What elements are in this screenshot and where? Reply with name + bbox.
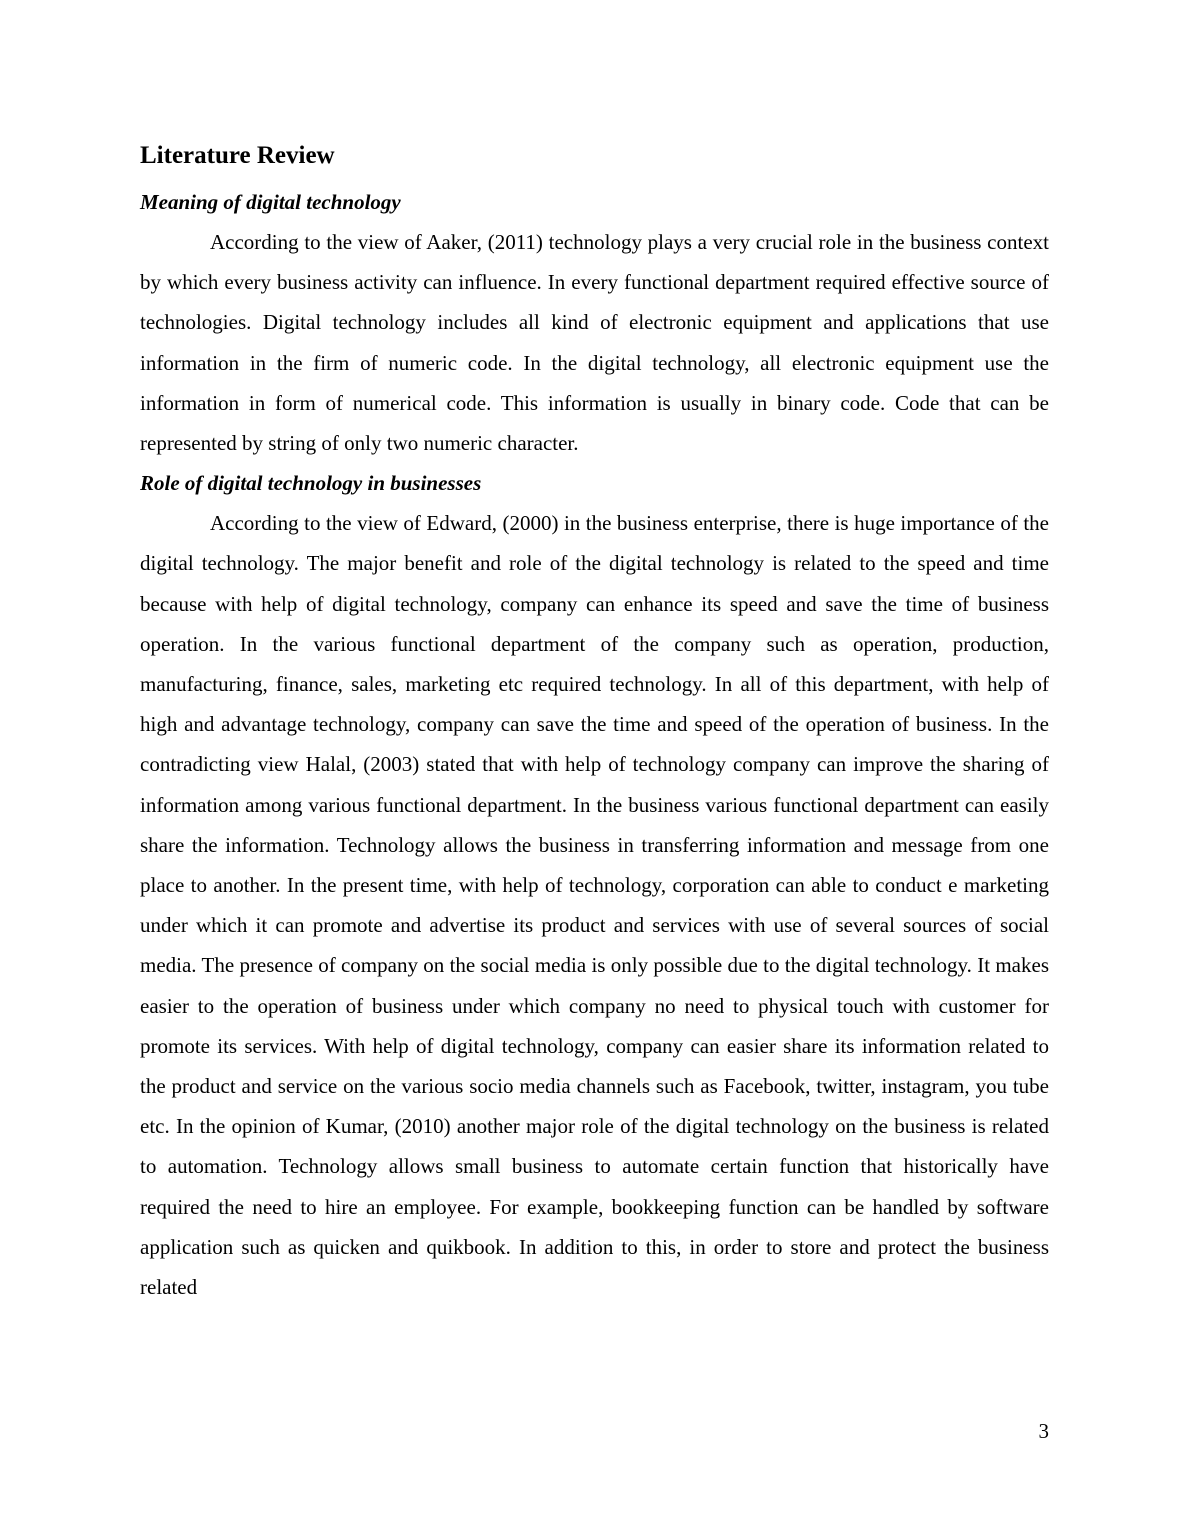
section-heading: Meaning of digital technology <box>140 190 401 214</box>
page-number: 3 <box>1038 1419 1049 1443</box>
document-page <box>140 138 1049 1307</box>
section-role <box>140 463 1049 1307</box>
section-meaning <box>140 182 1049 463</box>
page-title: Literature Review <box>140 142 335 169</box>
section-paragraph: According to the view of Edward, (2000) in the business enterprise, there is huge importance of the digital technology. The major benefit and role of the digital technology is related to the speed and time because with help of digital technology, company can enhance its speed and save the time of business operation. In the various functional department of the company such as operation, production, manufacturing, finance, sales, marketing etc required technology. In all of this department, with help of high and advantage technology, company can save the time and speed of the operation of business. In the contradicting view Halal, (2003) stated that with help of technology company can improve the sharing of information among various functional department. In the business various functional department can easily share the information. Technology allows the business in transferring information and message from one place to another. In the present time, with help of technology, corporation can able to conduct e marketing under which it can promote and advertise its product and services with use of several sources of social media. The presence of company on the social media is only possible due to the digital technology. It makes easier to the operation of business under which company no need to physical touch with customer for promote its services. With help of digital technology, company can easier share its information related to the product and service on the various socio media channels such as Facebook, twitter, instagram, you tube etc. In the opinion of Kumar, (2010) another major role of the digital technology on the business is related to automation. Technology allows small business to automate certain function that historically have required the need to hire an employee. For example, bookkeeping function can be handled by software application such as quicken and quikbook. In addition to this, in order to store and protect the business related <box>140 511 1049 1300</box>
section-paragraph: According to the view of Aaker, (2011) technology plays a very crucial role in the business context by which every business activity can influence. In every functional department required effective source of technologies. Digital technology includes all kind of electronic equipment and applications that use information in the firm of numeric code. In the digital technology, all electronic equipment use the information in form of numerical code. This information is usually in binary code. Code that can be represented by string of only two numeric character. <box>140 230 1049 456</box>
section-heading: Role of digital technology in businesses <box>140 471 482 496</box>
